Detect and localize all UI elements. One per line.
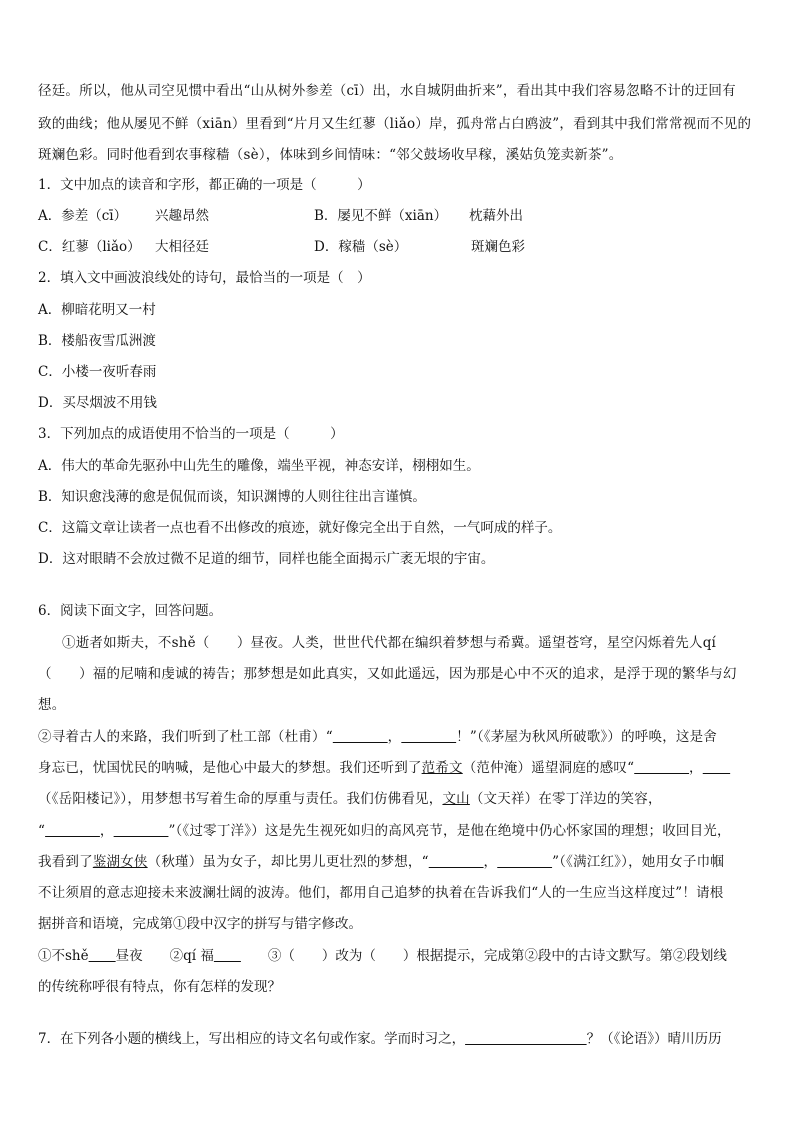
blank-she[interactable] (89, 948, 116, 964)
q6-para1-line-2: （ ）福的尼喃和虔诚的祷告；那梦想是如此真实，又如此遥远，因为那是心中不灭的追求，是浮于现的繁华与幻 (38, 666, 737, 682)
name-wenshan: 文山 (442, 791, 470, 807)
blank-5[interactable] (45, 823, 100, 839)
q7-stem (38, 1029, 756, 1049)
blank-qi[interactable] (214, 948, 241, 964)
blank-4[interactable] (703, 760, 730, 776)
blank-q7-1[interactable] (465, 1031, 587, 1047)
q1-option-c[interactable]: C．红蓼（liǎo） (38, 239, 141, 255)
task-1-word: 昼夜 (115, 948, 143, 964)
q6-task-line-1 (38, 946, 756, 966)
q3-option-c[interactable]: C．这篇文章让读者一点也看不出修改的痕迹，就好像完全出于自然，一气呵成的样子。 (38, 520, 562, 536)
blank-8[interactable] (497, 854, 552, 870)
task-1-label: ①不shě (38, 948, 89, 964)
q6-p2-l5-text-a: 我看到了 (38, 854, 93, 870)
blank-3[interactable] (634, 760, 689, 776)
q6-p2-l4-text-c: ”（《过零丁洋》）这是先生视死如归的高风亮节，是他在绝境中仍心怀家国的理想；收回目光， (168, 823, 731, 839)
q1-option-c-word: 大相径廷 (155, 239, 209, 255)
q6-p2-l1-text-c: ！”（《茅屋为秋风所破歌》）的呼唤，这是舍 (456, 729, 717, 745)
blank-1[interactable] (333, 729, 388, 745)
q1-option-a[interactable]: A．参差（cī） (38, 208, 128, 224)
q6-p2-l5-text-d: ”（《满江红》），她用女子巾帼 (552, 854, 724, 870)
q1-option-a-word: 兴趣昂然 (155, 208, 209, 224)
q6-para2-line-6: 不让须眉的意志迎接未来波澜壮阔的波涛。他们，都用自己追梦的执着在告诉我们“人的一生应当这样度过”！请根 (38, 885, 724, 901)
q2-stem: 2．填入文中画波浪线处的诗句，最恰当的一项是（ ） (38, 270, 371, 286)
intro-line-3: 斑斓色彩。同时他看到农事稼穑（sè），体味到乡间情味：“邻父鼓场收早稼，溪姑负笼卖新茶”。 (38, 147, 623, 163)
name-fan-xiwen: 范希文 (421, 760, 463, 776)
q6-stem: 6．阅读下面文字，回答问题。 (38, 603, 223, 619)
q6-para2-line-2 (38, 758, 756, 778)
q6-para1-line-3: 想。 (38, 697, 66, 713)
q6-para2-line-1 (38, 727, 756, 747)
q3-option-b[interactable]: B．知识愈浅薄的愈是侃侃而谈，知识渊博的人则往往出言谨慎。 (38, 489, 426, 505)
q7-text-a: 7．在下列各小题的横线上，写出相应的诗文名句或作家。学而时习之， (38, 1031, 466, 1047)
q6-p2-l1-text-a: ②寻着古人的来路，我们听到了杜工部（杜甫）“ (38, 729, 333, 745)
q6-para2-line-5 (38, 852, 756, 872)
blank-7[interactable] (429, 854, 484, 870)
blank-2[interactable] (401, 729, 456, 745)
q6-p2-l5-text-c: ， (483, 854, 498, 870)
q6-p2-l1-text-b: ， (387, 729, 402, 745)
task-3-text: ③（ ）改为（ ）根据提示，完成第②段中的古诗文默写。第②段划线 (267, 948, 727, 964)
q7-text-b: ？（《论语》）晴川历历 (586, 1031, 722, 1047)
q2-option-c[interactable]: C．小楼一夜听春雨 (38, 364, 157, 380)
q1-option-b[interactable]: B．屡见不鲜（xiān） (314, 208, 448, 224)
q1-option-d[interactable]: D．稼穑（sè） (314, 239, 408, 255)
q2-option-a[interactable]: A．柳暗花明又一村 (38, 302, 156, 318)
q6-para2-line-4 (38, 821, 756, 841)
q1-option-b-word: 枕藉外出 (469, 208, 523, 224)
q3-stem: 3．下列加点的成语使用不恰当的一项是（ ） (38, 426, 344, 442)
q6-para1-line-1: ①逝者如斯夫，不shě（ ）昼夜。人类，世世代代都在编织着梦想与希冀。遥望苍穹，星空闪烁着先人qí (62, 635, 717, 651)
q3-option-a[interactable]: A．伟大的革命先驱孙中山先生的雕像，端坐平视，神态安详，栩栩如生。 (38, 458, 480, 474)
q6-p2-l5-text-b: （秋瑾）虽为女子，却比男儿更壮烈的梦想，“ (147, 854, 429, 870)
task-2-label: ②qí 福 (169, 948, 214, 964)
q6-p2-l2-text-c: ， (689, 760, 703, 776)
q6-p2-l3-text-b: （文天祥）在零丁洋边的笑容， (469, 791, 662, 807)
q1-option-d-word: 斑斓色彩 (471, 239, 525, 255)
q2-option-d[interactable]: D．买尽烟波不用钱 (38, 395, 157, 411)
intro-line-1: 径廷。所以，他从司空见惯中看出“山从树外参差（cī）出，水自城阴曲折来”，看出其中我们容易忽略不计的迂回有 (38, 83, 736, 99)
q6-p2-l3-text-a: （《岳阳楼记》），用梦想书写着生命的厚重与责任。我们仿佛看见， (38, 791, 443, 807)
q6-para2-line-3 (38, 789, 756, 809)
q6-p2-l2-text-a: 身忘已，忧国忧民的呐喊，是他心中最大的梦想。我们还听到了 (38, 760, 422, 776)
q6-p2-l2-text-b: （范仲淹）遥望洞庭的感叹“ (462, 760, 635, 776)
name-jianhu-nvxia: 鉴湖女侠 (92, 854, 148, 870)
intro-line-2: 致的曲线；他从屡见不鲜（xiān）里看到“片月又生红蓼（liǎo）岸，孤舟常占白鸥波”，看到其中我们常常视而不见的 (38, 116, 752, 132)
q1-stem: 1．文中加点的读音和字形，都正确的一项是（ ） (38, 177, 371, 193)
q6-p2-l4-text-a: “ (38, 823, 46, 839)
q2-option-b[interactable]: B．楼船夜雪瓜洲渡 (38, 333, 156, 349)
q6-p2-l4-text-b: ， (99, 823, 114, 839)
blank-6[interactable] (114, 823, 169, 839)
q3-option-d[interactable]: D．这对眼睛不会放过微不足道的细节，同样也能全面揭示广袤无垠的宇宙。 (38, 551, 495, 567)
q6-para2-line-7: 据拼音和语境，完成第①段中汉字的拼写与错字修改。 (38, 916, 362, 932)
q6-task-line-2: 的传统称呼很有特点，你有怎样的发现？ (38, 979, 281, 995)
